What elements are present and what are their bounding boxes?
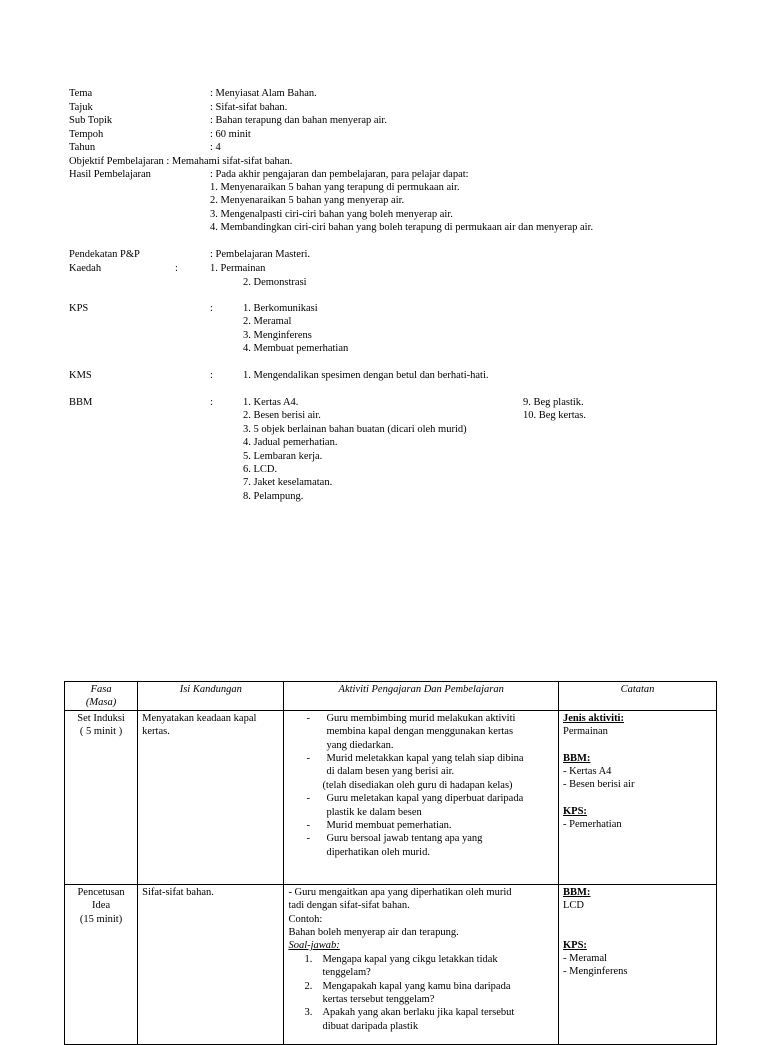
aktiviti-line: Contoh: bbox=[288, 913, 323, 925]
header-fasa bbox=[65, 682, 138, 711]
catatan-heading: Jenis aktiviti: bbox=[563, 712, 624, 724]
aktiviti-line: diperhatikan oleh murid. bbox=[326, 846, 430, 858]
aktiviti-line: plastik ke dalam besen bbox=[326, 806, 422, 818]
aktiviti-line: Bahan boleh menyerap air dan terapung. bbox=[288, 927, 459, 939]
header-isi-kandungan: Isi Kandungan bbox=[138, 682, 284, 711]
tajuk-label: Tajuk bbox=[69, 101, 93, 113]
table-row bbox=[65, 884, 717, 1044]
soal-number: 2. bbox=[304, 980, 313, 992]
masa-text: ( 5 minit ) bbox=[79, 726, 123, 738]
hasil-list bbox=[210, 181, 593, 235]
catatan-text: - Kertas A4 bbox=[563, 766, 612, 778]
catatan-text: - Pemerhatian bbox=[563, 819, 622, 831]
kps-item: 2. Meramal bbox=[243, 316, 292, 328]
catatan-text: LCD bbox=[563, 900, 585, 912]
soal-line: Mengapakah kapal yang kamu bina daripada bbox=[322, 980, 511, 992]
aktiviti-line: tadi dengan sifat-sifat bahan. bbox=[288, 900, 410, 912]
isi-cell bbox=[138, 710, 284, 884]
objektif-line: Objektif Pembelajaran : Memahami sifat-sifat bahan. bbox=[69, 155, 293, 167]
kaedah-item: 1. Permainan bbox=[210, 263, 266, 274]
aktiviti-line: - Murid membuat pemerhatian. bbox=[326, 820, 452, 832]
list-item bbox=[288, 819, 554, 832]
catatan-cell bbox=[559, 884, 717, 1044]
tema-label: Tema bbox=[69, 88, 93, 99]
aktiviti-line: - Guru meletakan kapal yang diperbuat daripada bbox=[326, 793, 524, 805]
soal-line: tenggelam? bbox=[322, 967, 371, 979]
catatan-text: - Menginferens bbox=[563, 966, 628, 978]
bbm-item: 4. Jadual pemerhatian. bbox=[243, 437, 338, 449]
aktiviti-line: - Guru membimbing murid melakukan aktiviti bbox=[326, 712, 516, 724]
bbm-list-right bbox=[523, 396, 586, 423]
pendekatan-value: : Pembelajaran Masteri. bbox=[210, 249, 311, 260]
tahun-value: : 4 bbox=[210, 142, 221, 153]
list-item bbox=[288, 712, 554, 752]
list-item bbox=[288, 953, 554, 980]
bbm-colon: : bbox=[210, 397, 213, 408]
catatan-cell bbox=[559, 710, 717, 884]
hasil-value: : Pada akhir pengajaran dan pembelajaran, para pelajar dapat: bbox=[210, 169, 469, 180]
bbm-item: 10. Beg kertas. bbox=[523, 410, 586, 422]
hasil-item: 1. Menyenaraikan 5 bahan yang terapung di permukaan air. bbox=[210, 182, 460, 193]
isi-cell bbox=[138, 884, 284, 1044]
kps-list bbox=[243, 302, 348, 356]
bbm-item: 8. Pelampung. bbox=[243, 490, 304, 502]
pendekatan-label: Pendekatan P&P bbox=[69, 249, 140, 260]
isi-text: Menyatakan keadaan kapal bbox=[142, 712, 257, 724]
aktiviti-line: membina kapal dengan menggunakan kertas bbox=[326, 726, 514, 738]
aktiviti-line: - Guru mengaitkan apa yang diperhatikan oleh murid bbox=[288, 886, 512, 898]
bbm-item: 9. Beg plastik. bbox=[523, 397, 584, 408]
masa-text: (15 minit) bbox=[79, 913, 123, 925]
tajuk-value: : Sifat-sifat bahan. bbox=[210, 101, 288, 113]
kaedah-item: 2. Demonstrasi bbox=[243, 276, 307, 288]
subtopik-value: : Bahan terapung dan bahan menyerap air. bbox=[210, 115, 387, 126]
fasa-text: Set Induksi bbox=[77, 712, 125, 724]
header-catatan: Catatan bbox=[559, 682, 717, 711]
bbm-item: 5. Lembaran kerja. bbox=[243, 450, 323, 462]
catatan-text: - Meramal bbox=[563, 953, 608, 965]
lesson-plan-table bbox=[64, 681, 717, 1045]
catatan-heading: BBM: bbox=[563, 886, 591, 898]
list-item bbox=[288, 980, 554, 1007]
kms-label: KMS bbox=[69, 370, 92, 381]
isi-text: Sifat-sifat bahan. bbox=[142, 886, 214, 898]
soal-line: Mengapa kapal yang cikgu letakkan tidak bbox=[322, 953, 498, 965]
header-aktiviti: Aktiviti Pengajaran Dan Pembelajaran bbox=[284, 682, 559, 711]
header-fasa-text: Fasa bbox=[90, 684, 112, 695]
catatan-text: Permainan bbox=[563, 726, 608, 738]
soal-line: Apakah yang akan berlaku jika kapal tersebut bbox=[322, 1007, 515, 1019]
list-item bbox=[288, 832, 554, 859]
soal-number: 1. bbox=[304, 953, 313, 965]
list-item bbox=[288, 1006, 554, 1033]
bbm-item: 2. Besen berisi air. bbox=[243, 410, 321, 422]
tempoh-value: : 60 minit bbox=[210, 128, 251, 140]
tempoh-label: Tempoh bbox=[69, 128, 104, 140]
aktiviti-line: di dalam besen yang berisi air. bbox=[326, 766, 455, 778]
aktiviti-line: yang diedarkan. bbox=[326, 739, 394, 751]
fasa-text: Idea bbox=[92, 900, 111, 912]
catatan-text: - Besen berisi air bbox=[563, 779, 635, 791]
bbm-list bbox=[243, 396, 467, 503]
kps-item: 3. Menginferens bbox=[243, 329, 312, 341]
tahun-label: Tahun bbox=[69, 142, 96, 153]
soal-jawab-heading: Soal-jawab: bbox=[288, 940, 340, 952]
hasil-label: Hasil Pembelajaran bbox=[69, 169, 151, 180]
fasa-cell bbox=[65, 710, 138, 884]
catatan-heading: KPS: bbox=[563, 805, 587, 817]
aktiviti-cell bbox=[284, 884, 559, 1044]
kps-item: 1. Berkomunikasi bbox=[243, 303, 318, 314]
catatan-heading: BBM: bbox=[563, 752, 591, 764]
kps-item: 4. Membuat pemerhatian bbox=[243, 343, 349, 355]
hasil-item: 4. Membandingkan ciri-ciri bahan yang boleh terapung di permukaan air dan menyerap air. bbox=[210, 222, 594, 234]
subtopik-label: Sub Topik bbox=[69, 115, 113, 126]
soal-line: kertas tersebut tenggelam? bbox=[322, 994, 435, 1006]
aktiviti-line: - Murid meletakkan kapal yang telah siap dibina bbox=[326, 753, 524, 765]
aktiviti-list bbox=[288, 712, 554, 859]
hasil-item: 2. Menyenaraikan 5 bahan yang menyerap air. bbox=[210, 195, 405, 207]
tema-value: : Menyiasat Alam Bahan. bbox=[210, 88, 317, 99]
kps-colon: : bbox=[210, 303, 213, 314]
bbm-label: BBM bbox=[69, 397, 93, 408]
kms-value: 1. Mengendalikan spesimen dengan betul dan berhati-hati. bbox=[243, 370, 489, 381]
aktiviti-cell bbox=[284, 710, 559, 884]
bbm-item: 7. Jaket keselamatan. bbox=[243, 477, 333, 489]
table-header-row bbox=[65, 682, 717, 711]
kms-colon: : bbox=[210, 370, 213, 381]
fasa-cell bbox=[65, 884, 138, 1044]
soal-line: dibuat daripada plastik bbox=[322, 1020, 419, 1032]
soal-number: 3. bbox=[304, 1007, 313, 1019]
aktiviti-line: (telah disediakan oleh guru di hadapan kelas) bbox=[322, 779, 513, 791]
soal-list bbox=[288, 953, 554, 1033]
kaedah-colon: : bbox=[175, 263, 178, 274]
bbm-item: 3. 5 objek berlainan bahan buatan (dicari oleh murid) bbox=[243, 423, 467, 435]
bbm-item: 6. LCD. bbox=[243, 464, 278, 476]
isi-text: kertas. bbox=[142, 726, 170, 738]
bbm-item: 1. Kertas A4. bbox=[243, 397, 299, 408]
list-item bbox=[288, 792, 554, 819]
hasil-item: 3. Mengenalpasti ciri-ciri bahan yang boleh menyerap air. bbox=[210, 208, 453, 220]
aktiviti-line: - Guru bersoal jawab tentang apa yang bbox=[326, 833, 483, 845]
kaedah-label: Kaedah bbox=[69, 263, 102, 274]
list-item bbox=[288, 752, 554, 792]
kps-label: KPS bbox=[69, 303, 89, 314]
catatan-heading: KPS: bbox=[563, 939, 587, 951]
table-row bbox=[65, 710, 717, 884]
header-masa-text: (Masa) bbox=[85, 697, 117, 709]
fasa-text: Pencetusan bbox=[77, 886, 125, 898]
